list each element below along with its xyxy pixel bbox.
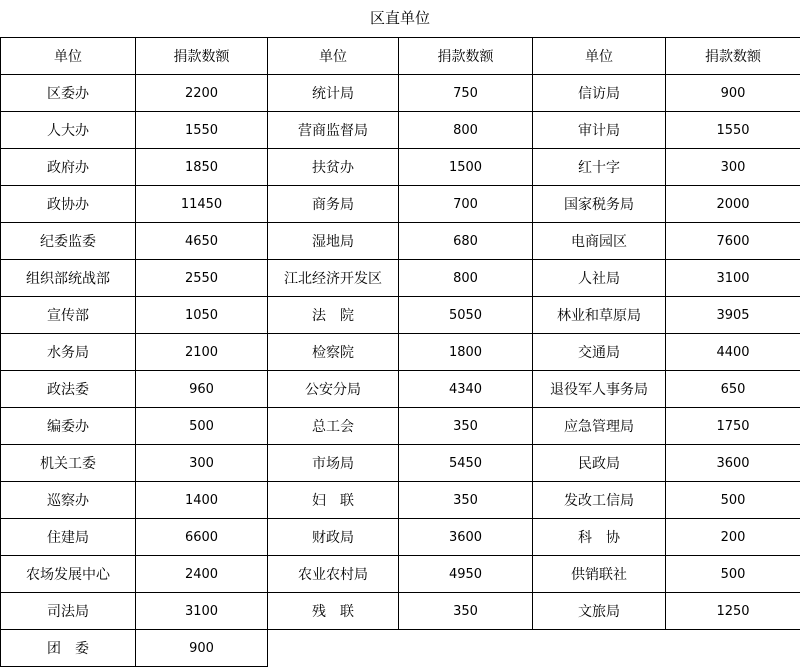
donation-amount-cell: 1550 bbox=[666, 112, 800, 149]
unit-name-cell: 扶贫办 bbox=[268, 149, 399, 186]
donation-amount-cell: 4650 bbox=[136, 223, 268, 260]
unit-name-cell: 江北经济开发区 bbox=[268, 260, 399, 297]
header-unit: 单位 bbox=[268, 38, 399, 75]
table-row bbox=[1, 223, 800, 260]
unit-name-cell: 组织部统战部 bbox=[1, 260, 136, 297]
unit-name-cell: 编委办 bbox=[1, 408, 136, 445]
donation-amount-cell: 3100 bbox=[136, 593, 268, 630]
donation-amount-cell: 4340 bbox=[399, 371, 533, 408]
table-row bbox=[1, 297, 800, 334]
donation-table bbox=[0, 37, 800, 667]
donation-amount-cell: 960 bbox=[136, 371, 268, 408]
donation-amount-cell: 200 bbox=[666, 519, 800, 556]
unit-name-cell: 商务局 bbox=[268, 186, 399, 223]
header-unit: 单位 bbox=[533, 38, 666, 75]
unit-name-cell: 政协办 bbox=[1, 186, 136, 223]
table-row bbox=[1, 149, 800, 186]
unit-name-cell: 残 联 bbox=[268, 593, 399, 630]
unit-name-cell: 水务局 bbox=[1, 334, 136, 371]
unit-name-cell bbox=[533, 630, 666, 667]
donation-amount-cell: 500 bbox=[666, 556, 800, 593]
unit-name-cell: 人社局 bbox=[533, 260, 666, 297]
unit-name-cell: 红十字 bbox=[533, 149, 666, 186]
unit-name-cell: 总工会 bbox=[268, 408, 399, 445]
unit-name-cell bbox=[268, 630, 399, 667]
table-row bbox=[1, 75, 800, 112]
unit-name-cell: 市场局 bbox=[268, 445, 399, 482]
unit-name-cell: 妇 联 bbox=[268, 482, 399, 519]
header-unit: 单位 bbox=[1, 38, 136, 75]
donation-amount-cell: 2550 bbox=[136, 260, 268, 297]
table-row bbox=[1, 519, 800, 556]
donation-amount-cell: 4400 bbox=[666, 334, 800, 371]
unit-name-cell: 纪委监委 bbox=[1, 223, 136, 260]
header-amount: 捐款数额 bbox=[666, 38, 800, 75]
unit-name-cell: 民政局 bbox=[533, 445, 666, 482]
table-row bbox=[1, 112, 800, 149]
donation-amount-cell: 350 bbox=[399, 593, 533, 630]
donation-amount-cell: 800 bbox=[399, 112, 533, 149]
unit-name-cell: 交通局 bbox=[533, 334, 666, 371]
donation-amount-cell: 900 bbox=[666, 75, 800, 112]
unit-name-cell: 司法局 bbox=[1, 593, 136, 630]
donation-amount-cell: 2200 bbox=[136, 75, 268, 112]
unit-name-cell: 检察院 bbox=[268, 334, 399, 371]
unit-name-cell: 供销联社 bbox=[533, 556, 666, 593]
donation-amount-cell: 1850 bbox=[136, 149, 268, 186]
donation-amount-cell: 4950 bbox=[399, 556, 533, 593]
donation-amount-cell: 500 bbox=[666, 482, 800, 519]
unit-name-cell: 农场发展中心 bbox=[1, 556, 136, 593]
donation-amount-cell: 1550 bbox=[136, 112, 268, 149]
donation-amount-cell bbox=[399, 630, 533, 667]
header-row bbox=[1, 38, 800, 75]
table-row bbox=[1, 482, 800, 519]
unit-name-cell: 巡察办 bbox=[1, 482, 136, 519]
donation-amount-cell: 6600 bbox=[136, 519, 268, 556]
donation-amount-cell bbox=[666, 630, 800, 667]
unit-name-cell: 发改工信局 bbox=[533, 482, 666, 519]
unit-name-cell: 政法委 bbox=[1, 371, 136, 408]
donation-amount-cell: 3100 bbox=[666, 260, 800, 297]
unit-name-cell: 公安分局 bbox=[268, 371, 399, 408]
donation-amount-cell: 1250 bbox=[666, 593, 800, 630]
unit-name-cell: 统计局 bbox=[268, 75, 399, 112]
donation-amount-cell: 7600 bbox=[666, 223, 800, 260]
donation-amount-cell: 680 bbox=[399, 223, 533, 260]
unit-name-cell: 科 协 bbox=[533, 519, 666, 556]
donation-amount-cell: 700 bbox=[399, 186, 533, 223]
donation-amount-cell: 300 bbox=[666, 149, 800, 186]
donation-amount-cell: 650 bbox=[666, 371, 800, 408]
donation-amount-cell: 900 bbox=[136, 630, 268, 667]
donation-amount-cell: 1800 bbox=[399, 334, 533, 371]
table-body bbox=[1, 75, 800, 667]
table-row bbox=[1, 556, 800, 593]
unit-name-cell: 法 院 bbox=[268, 297, 399, 334]
donation-amount-cell: 750 bbox=[399, 75, 533, 112]
donation-amount-cell: 3905 bbox=[666, 297, 800, 334]
header-amount: 捐款数额 bbox=[136, 38, 268, 75]
unit-name-cell: 应急管理局 bbox=[533, 408, 666, 445]
table-row bbox=[1, 630, 800, 667]
donation-amount-cell: 300 bbox=[136, 445, 268, 482]
donation-amount-cell: 500 bbox=[136, 408, 268, 445]
unit-name-cell: 电商园区 bbox=[533, 223, 666, 260]
page-title: 区直单位 bbox=[0, 0, 800, 37]
header-amount: 捐款数额 bbox=[399, 38, 533, 75]
table-row bbox=[1, 334, 800, 371]
unit-name-cell: 团 委 bbox=[1, 630, 136, 667]
donation-amount-cell: 1500 bbox=[399, 149, 533, 186]
table-row bbox=[1, 445, 800, 482]
unit-name-cell: 人大办 bbox=[1, 112, 136, 149]
unit-name-cell: 退役军人事务局 bbox=[533, 371, 666, 408]
donation-amount-cell: 3600 bbox=[399, 519, 533, 556]
donation-amount-cell: 1750 bbox=[666, 408, 800, 445]
donation-amount-cell: 350 bbox=[399, 482, 533, 519]
unit-name-cell: 审计局 bbox=[533, 112, 666, 149]
unit-name-cell: 财政局 bbox=[268, 519, 399, 556]
table-row bbox=[1, 408, 800, 445]
donation-amount-cell: 800 bbox=[399, 260, 533, 297]
donation-amount-cell: 3600 bbox=[666, 445, 800, 482]
table-row bbox=[1, 371, 800, 408]
unit-name-cell: 文旅局 bbox=[533, 593, 666, 630]
donation-amount-cell: 2400 bbox=[136, 556, 268, 593]
unit-name-cell: 湿地局 bbox=[268, 223, 399, 260]
unit-name-cell: 林业和草原局 bbox=[533, 297, 666, 334]
donation-amount-cell: 1050 bbox=[136, 297, 268, 334]
donation-amount-cell: 2000 bbox=[666, 186, 800, 223]
unit-name-cell: 信访局 bbox=[533, 75, 666, 112]
unit-name-cell: 政府办 bbox=[1, 149, 136, 186]
table-row bbox=[1, 260, 800, 297]
unit-name-cell: 住建局 bbox=[1, 519, 136, 556]
unit-name-cell: 机关工委 bbox=[1, 445, 136, 482]
unit-name-cell: 宣传部 bbox=[1, 297, 136, 334]
donation-amount-cell: 5450 bbox=[399, 445, 533, 482]
donation-amount-cell: 350 bbox=[399, 408, 533, 445]
unit-name-cell: 区委办 bbox=[1, 75, 136, 112]
donation-amount-cell: 1400 bbox=[136, 482, 268, 519]
donation-amount-cell: 5050 bbox=[399, 297, 533, 334]
unit-name-cell: 营商监督局 bbox=[268, 112, 399, 149]
unit-name-cell: 国家税务局 bbox=[533, 186, 666, 223]
donation-amount-cell: 2100 bbox=[136, 334, 268, 371]
table-row bbox=[1, 186, 800, 223]
unit-name-cell: 农业农村局 bbox=[268, 556, 399, 593]
table-row bbox=[1, 593, 800, 630]
donation-amount-cell: 11450 bbox=[136, 186, 268, 223]
